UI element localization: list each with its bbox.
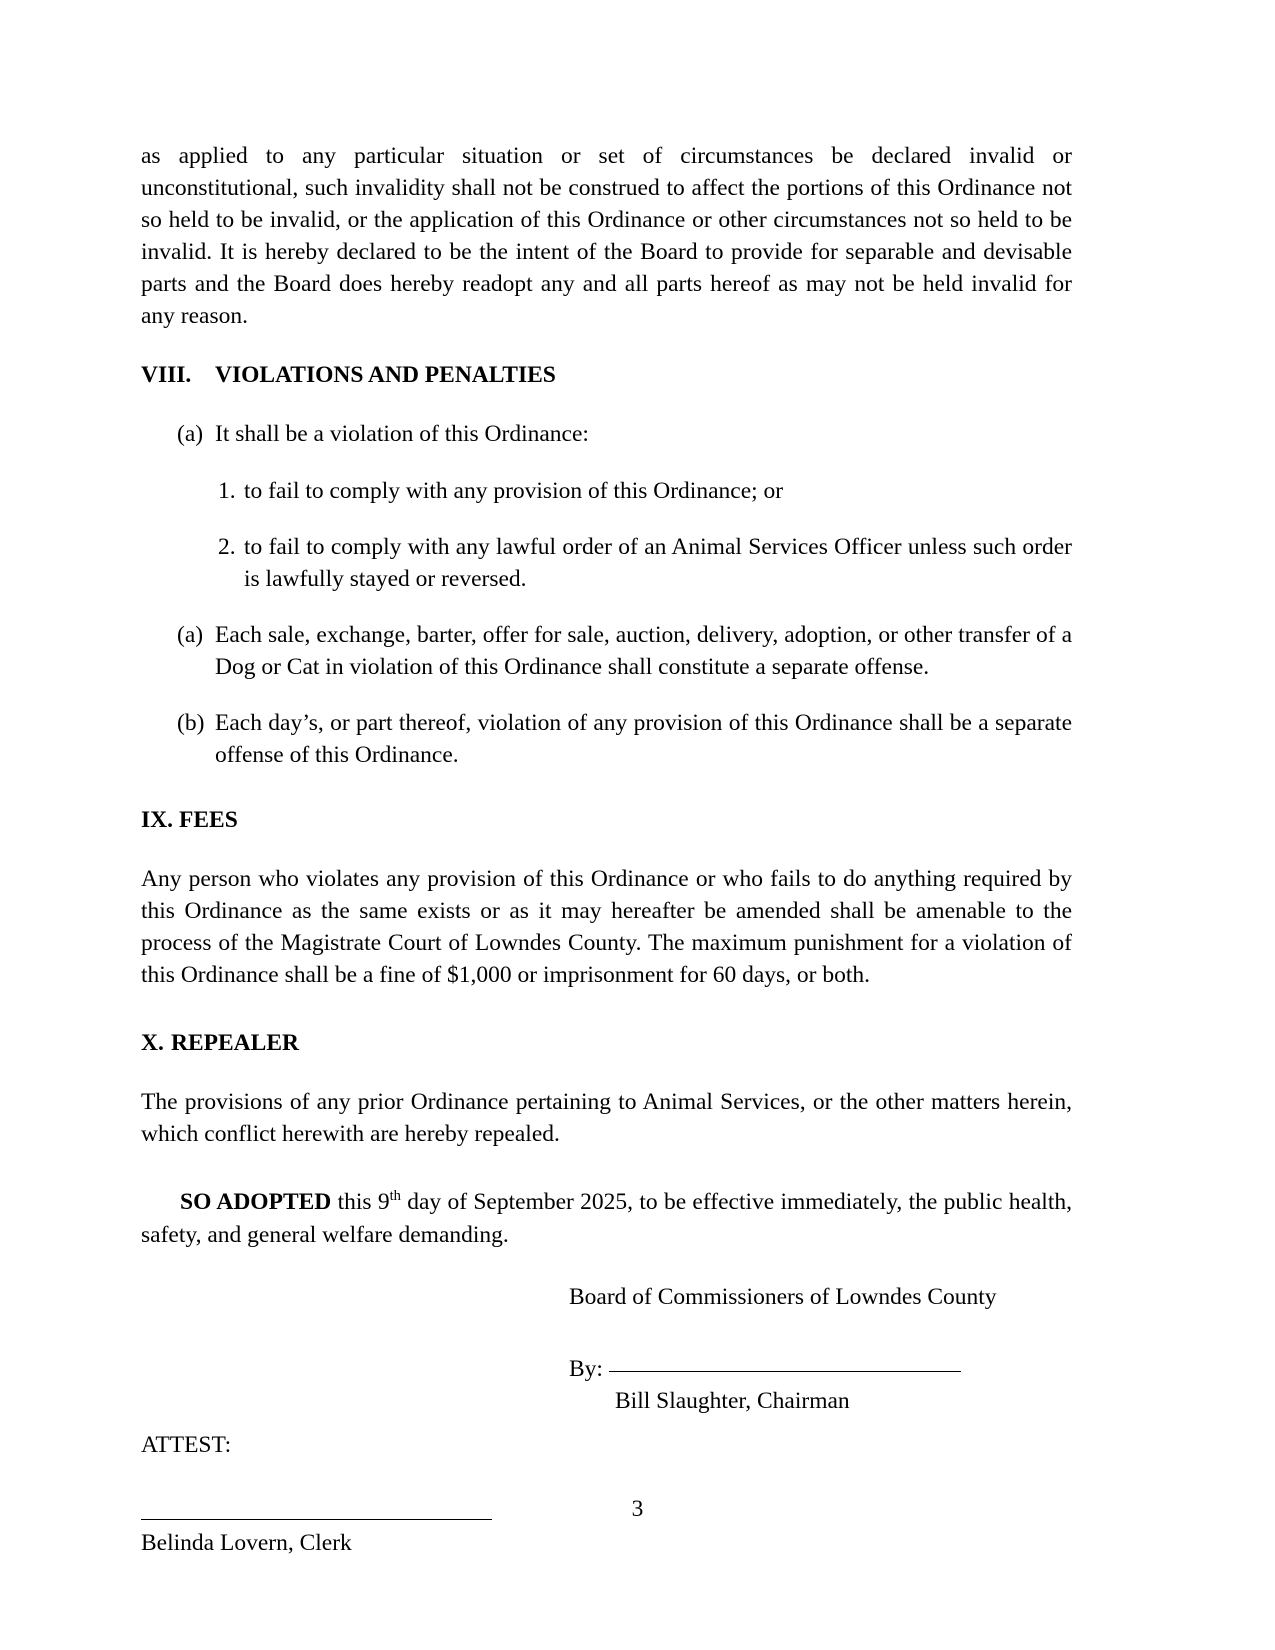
chairman-signature-line <box>609 1371 961 1372</box>
list-item <box>177 418 1072 450</box>
list-item <box>177 707 1072 771</box>
ordinal-suffix: th <box>389 1188 401 1205</box>
section-heading-violations <box>141 359 1072 391</box>
page-number: 3 <box>631 1496 644 1522</box>
clerk-name: Belinda Lovern, Clerk <box>141 1529 352 1556</box>
signature-by-row <box>569 1353 1072 1385</box>
list-item <box>218 475 1072 507</box>
chairman-name: Bill Slaughter, Chairman <box>615 1387 850 1414</box>
fees-paragraph: Any person who violates any provision of this Ordinance or who fails to do anything required by this Ordinance as the same exists or as it may hereafter be amended shall be amenable to the process of the Magistrate Court of Lowndes County. The maximum punishment for a violation of this Ordinance shall be a fine of $1,000 or imprisonment for 60 days, or both. <box>141 866 1072 989</box>
attest-block <box>141 1429 1072 1559</box>
list-item-text: Each sale, exchange, barter, offer for sale, auction, delivery, adoption, or other transfer of a Dog or Cat in violation of this Ordinance shall constitute a separate offense. <box>215 621 1072 680</box>
adoption-lead: SO ADOPTED <box>180 1189 332 1216</box>
list-item-text: It shall be a violation of this Ordinance: <box>215 421 589 448</box>
list-marker: (b) <box>177 709 205 736</box>
repealer-paragraph: The provisions of any prior Ordinance pertaining to Animal Services, or the other matters herein, which conflict herewith are hereby repealed. <box>141 1089 1072 1148</box>
adoption-text-before: this 9 <box>331 1189 390 1216</box>
section-numeral: IX. <box>141 806 173 833</box>
section-title: REPEALER <box>171 1030 299 1057</box>
adoption-text-after: day of September 2025, to be effective immediately, the public health, safety, and general welfare demanding. <box>141 1189 1072 1248</box>
continued-paragraph: as applied to any particular situation or set of circumstances be declared invalid or unconstitutional, such invalidity shall not be construed to affect the portions of this Ordinance not so held to be invalid, or the application of this Ordinance or other circumstances not so held to be invalid. It is hereby declared to be the intent of the Board to provide for separable and devisable parts and the Board does hereby readopt any and all parts hereof as may not be held invalid for any reason. <box>141 143 1072 330</box>
section-title: FEES <box>179 806 238 833</box>
list-marker: 1. <box>218 477 236 504</box>
spacer <box>141 795 1072 804</box>
section-title: VIOLATIONS AND PENALTIES <box>215 362 556 389</box>
document-body <box>141 140 1072 1559</box>
list-item <box>218 531 1072 595</box>
section-numeral: X. <box>141 1030 164 1057</box>
list-item-text: to fail to comply with any lawful order of an Animal Services Officer unless such order is lawfully stayed or reversed. <box>244 533 1072 592</box>
list-item-text: Each day’s, or part thereof, violation of any provision of this Ordinance shall be a separate offense of this Ordinance. <box>215 709 1072 768</box>
attest-label: ATTEST: <box>141 1431 232 1458</box>
list-item-text: to fail to comply with any provision of this Ordinance; or <box>244 477 784 504</box>
list-item <box>177 619 1072 683</box>
signature-body-line: Board of Commissioners of Lowndes County <box>569 1283 997 1310</box>
spacer <box>141 1018 1072 1027</box>
section-heading-repealer <box>141 1027 1072 1059</box>
list-marker: (a) <box>177 421 204 448</box>
by-label: By: <box>569 1355 603 1382</box>
list-marker: (a) <box>177 621 204 648</box>
section-heading-fees <box>141 804 1072 836</box>
signature-block <box>141 1281 1072 1417</box>
section-numeral: VIII. <box>141 362 192 389</box>
adoption-paragraph <box>141 1186 1072 1250</box>
spacer <box>141 1177 1072 1186</box>
list-marker: 2. <box>218 533 236 560</box>
